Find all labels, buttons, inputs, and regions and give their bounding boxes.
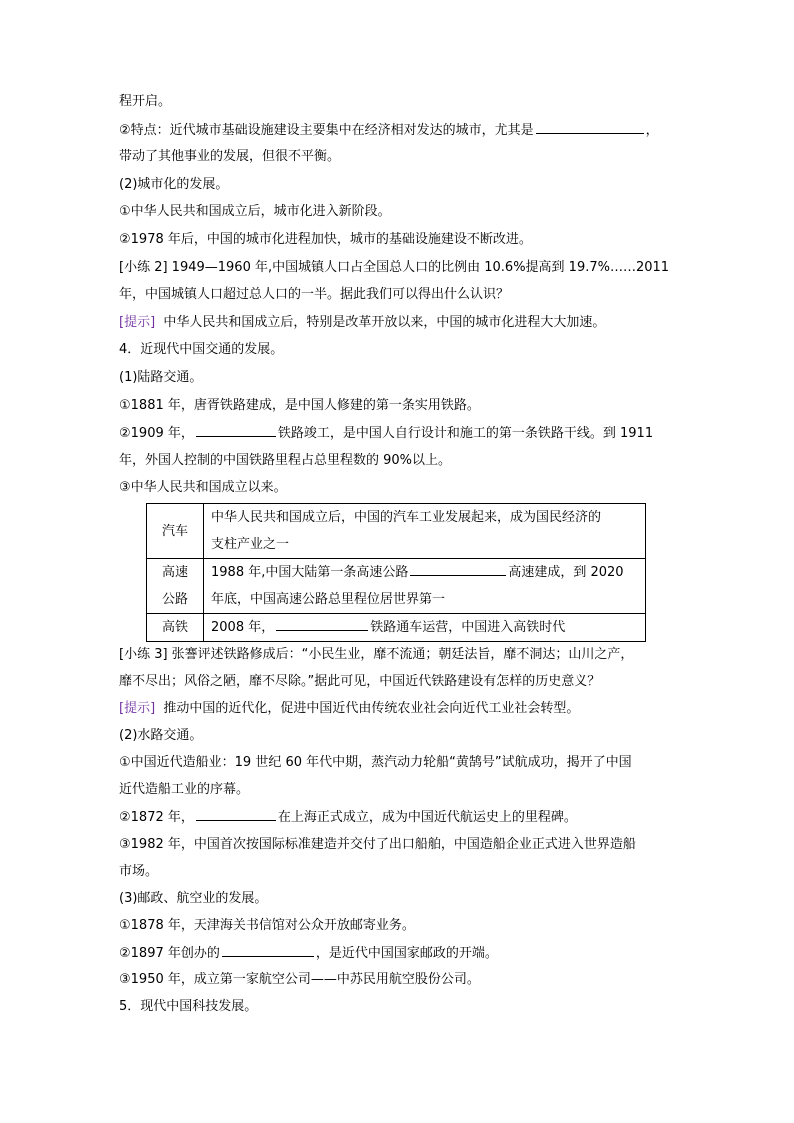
practice-question: [小练 2] 1949—1960 年,中国城镇人口占全国总人口的比例由 10.6%提高到 19.7%……2011 [119, 260, 670, 275]
fill-blank[interactable] [196, 424, 276, 437]
text-line: ③1982 年，中国首次按国际标准建造并交付了出口船舶，中国造船企业正式进入世界造船 [119, 837, 636, 852]
text-line: 程开启。 [119, 94, 172, 109]
fill-blank[interactable] [410, 563, 506, 576]
hint-line: [提示] 中华人民共和国成立后，特别是改革开放以来，中国的城市化进程大大加速。 [119, 315, 606, 330]
section-heading: 5．现代中国科技发展。 [119, 999, 258, 1014]
text-line: ①1878 年，天津海关书信馆对公众开放邮寄业务。 [119, 918, 415, 933]
text-line: (3)邮政、航空业的发展。 [119, 891, 268, 906]
text-line: 带动了其他事业的发展，但很不平衡。 [119, 149, 341, 164]
text-line: 靡不尽出；风俗之陋，靡不尽除。”据此可见，中国近代铁路建设有怎样的历史意义？ [119, 674, 601, 689]
text-line: ③1950 年，成立第一家航空公司——中苏民用航空股份公司。 [119, 972, 480, 987]
table-cell-value: 2008 年， 铁路通车运营，中国进入高铁时代 [204, 614, 646, 642]
text-line: ①1881 年，唐胥铁路建成，是中国人修建的第一条实用铁路。 [119, 398, 480, 413]
text-line: ②特点：近代城市基础设施建设主要集中在经济相对发达的城市，尤其是 ， [119, 123, 659, 138]
fill-blank[interactable] [222, 944, 314, 957]
table-cell-key: 高铁 [147, 614, 204, 642]
text-line: ①中华人民共和国成立后，城市化进入新阶段。 [119, 204, 391, 219]
text-line: ②1909 年， 铁路竣工，是中国人自行设计和施工的第一条铁路干线。到 1911 [119, 426, 654, 441]
section-heading: 4．近现代中国交通的发展。 [119, 342, 284, 357]
text-line: ②1978 年后，中国的城市化进程加快，城市的基础设施建设不断改进。 [119, 232, 532, 247]
transport-table [146, 503, 646, 642]
table-cell-key: 高速 公路 [147, 559, 204, 614]
text-line: ③中华人民共和国成立以来。 [119, 480, 287, 495]
text-line: 年，中国城镇人口超过总人口的一半。据此我们可以得出什么认识？ [119, 287, 510, 302]
hint-tag: [提示] [119, 315, 156, 330]
table-cell-value: 中华人民共和国成立后，中国的汽车工业发展起来，成为国民经济的 支柱产业之一 [204, 504, 646, 559]
text-line: (2)水路交通。 [119, 728, 203, 743]
text-line: 年，外国人控制的中国铁路里程占总里程数的 90%以上。 [119, 453, 452, 468]
hint-tag: [提示] [119, 701, 156, 716]
fill-blank[interactable] [536, 121, 644, 134]
text-line: ②1897 年创办的 ，是近代中国国家邮政的开端。 [119, 946, 498, 961]
text-line: (1)陆路交通。 [119, 370, 203, 385]
table-row [147, 614, 646, 642]
practice-question: [小练 3] 张謇评述铁路修成后：“小民生业，靡不流通；朝廷法旨，靡不洞达；山川之产， [119, 647, 634, 662]
text-line: 市场。 [119, 864, 159, 879]
table-row [147, 559, 646, 614]
hint-line: [提示] 推动中国的近代化，促进中国近代由传统农业社会向近代工业社会转型。 [119, 701, 580, 716]
text-line: (2)城市化的发展。 [119, 177, 229, 192]
table-row [147, 504, 646, 559]
fill-blank[interactable] [196, 808, 276, 821]
table-cell-key: 汽车 [147, 504, 204, 559]
text-line: ①中国近代造船业：19 世纪 60 年代中期，蒸汽动力轮船“黄鹄号”试航成功，揭开了中国 [119, 755, 632, 770]
fill-blank[interactable] [276, 618, 368, 631]
text-line: ②1872 年， 在上海正式成立，成为中国近代航运史上的里程碑。 [119, 810, 577, 825]
text-line: 近代造船工业的序幕。 [119, 782, 250, 797]
table-cell-value: 1988 年,中国大陆第一条高速公路 高速建成，到 2020 年底，中国高速公路总里程位居世界第一 [204, 559, 646, 614]
